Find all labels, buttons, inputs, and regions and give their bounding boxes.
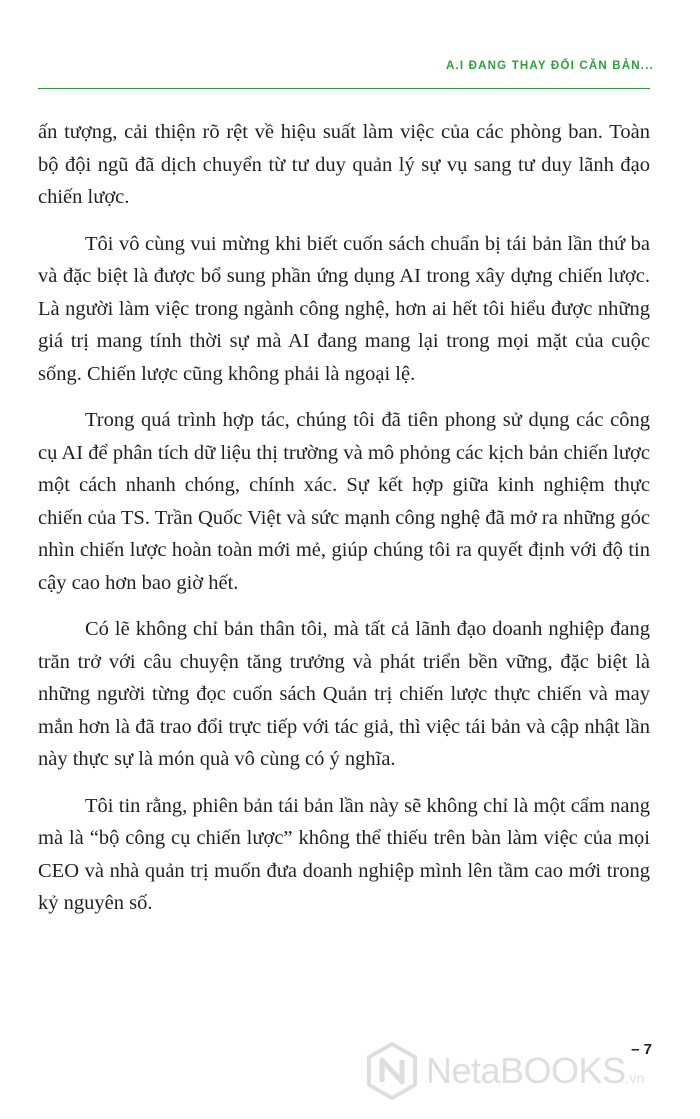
paragraph-1: ấn tượng, cải thiện rõ rệt về hiệu suất làm việc của các phòng ban. Toàn bộ đội ngũ đã dịch chuyển từ tư duy quản lý sự vụ sang tư duy lãnh đạo chiến lược. (38, 121, 650, 208)
body-text (38, 116, 650, 934)
running-header-title: A.I ĐANG THAY ĐỔI CĂN BẢN... (445, 60, 654, 72)
watermark (366, 1042, 644, 1100)
paragraph-3: Trong quá trình hợp tác, chúng tôi đã tiên phong sử dụng các công cụ AI để phân tích dữ liệu thị trường và mô phỏng các kịch bản chiến lược một cách nhanh chóng, chính xác. Sự kết hợp giữa kinh nghiệm thực chiến của TS. Trần Quốc Việt và sức mạnh công nghệ đã mở ra những góc nhìn chiến lược hoàn toàn mới mẻ, giúp chúng tôi ra quyết định với độ tin cậy cao hơn bao giờ hết. (38, 409, 650, 594)
watermark-text: NetaBOOKS.vn (426, 1050, 645, 1091)
netabooks-logo-icon (366, 1042, 418, 1100)
paragraph-5: Tôi tin rằng, phiên bản tái bản lần này sẽ không chỉ là một cẩm nang mà là “bộ công cụ chiến lược” không thể thiếu trên bàn làm việc của mọi CEO và nhà quản trị muốn đưa doanh nghiệp mình lên tầm cao mới trong kỷ nguyên số. (38, 794, 650, 914)
paragraph-4: Có lẽ không chỉ bản thân tôi, mà tất cả lãnh đạo doanh nghiệp đang trăn trở với câu chuyện tăng trưởng và phát triển bền vững, đặc biệt là những người từng đọc cuốn sách Quản trị chiến lược thực chiến và may mắn hơn là đã trao đổi trực tiếp với tác giả, thì việc tái bản và cập nhật lần này thực sự là món quà vô cùng có ý nghĩa. (38, 618, 650, 770)
header-divider (38, 88, 650, 89)
paragraph-2: Tôi vô cùng vui mừng khi biết cuốn sách chuẩn bị tái bản lần thứ ba và đặc biệt là được bổ sung phần ứng dụng AI trong xây dựng chiến lược. Là người làm việc trong ngành công nghệ, hơn ai hết tôi hiểu được những giá trị mang tính thời sự mà AI đang mang lại trong mọi mặt của cuộc sống. Chiến lược cũng không phải là ngoại lệ. (38, 232, 650, 385)
page-number: – 7 (631, 1041, 652, 1058)
